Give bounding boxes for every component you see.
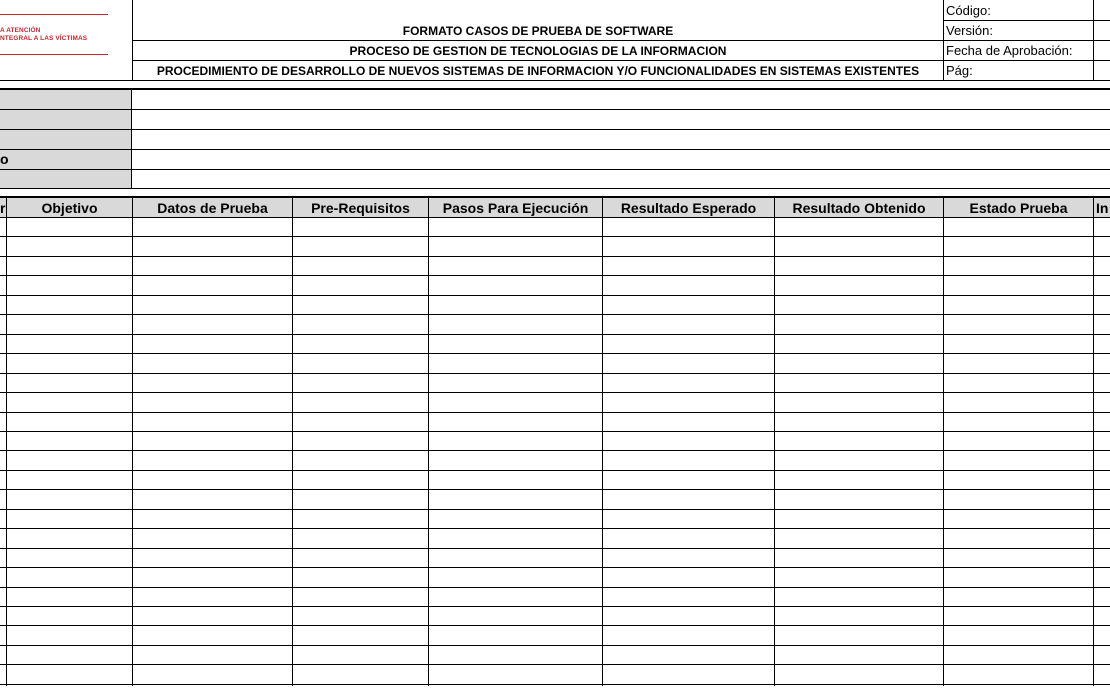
info-rule <box>0 169 1110 170</box>
table-row <box>0 392 1110 393</box>
form-title: FORMATO CASOS DE PRUEBA DE SOFTWARE <box>402 24 674 38</box>
column-header-resultado-obtenido: Resultado Obtenido <box>792 200 926 216</box>
info-label-column <box>0 90 131 188</box>
table-row <box>0 450 1110 451</box>
column-header-pasos-ejecucion: Pasos Para Ejecución <box>442 200 589 216</box>
pag-label: Pág: <box>946 63 973 78</box>
table-row <box>0 256 1110 257</box>
table-row <box>0 567 1110 568</box>
column-divider <box>774 198 775 686</box>
logo-text-line1: A ATENCIÓN <box>0 27 41 34</box>
table-row <box>0 431 1110 432</box>
codigo-label: Código: <box>946 3 991 18</box>
column-header: r <box>0 200 6 216</box>
table-row <box>0 353 1110 354</box>
info-rule <box>0 109 1110 110</box>
table-row <box>0 236 1110 237</box>
column-divider <box>6 198 7 686</box>
procedure-title: PROCEDIMIENTO DE DESARROLLO DE NUEVOS SISTEMAS DE INFORMACION Y/O FUNCIONALIDADES EN SISTEMAS EXISTENTES <box>156 64 920 78</box>
table-row <box>0 489 1110 490</box>
column-header-datos-prueba: Datos de Prueba <box>157 200 268 216</box>
column-divider <box>292 198 293 686</box>
table-row <box>0 664 1110 665</box>
column-divider <box>602 198 603 686</box>
table-row <box>0 509 1110 510</box>
table-row <box>0 334 1110 335</box>
table-row <box>0 275 1110 276</box>
table-row <box>0 470 1110 471</box>
table-row <box>0 625 1110 626</box>
table-row <box>0 548 1110 549</box>
process-title: PROCESO DE GESTION DE TECNOLOGIAS DE LA INFORMACION <box>349 44 727 58</box>
column-header-objetivo: Objetivo <box>41 200 98 216</box>
logo-text-line2: NTEGRAL A LAS VÍCTIMAS <box>0 35 88 42</box>
table-row <box>0 587 1110 588</box>
column-divider <box>943 198 944 686</box>
info-divider <box>131 88 132 189</box>
version-label: Versión: <box>946 23 993 38</box>
column-header-estado-prueba: Estado Prueba <box>969 200 1068 216</box>
logo-bottom-rule <box>0 54 108 55</box>
info-label-4: o <box>0 151 9 167</box>
table-row <box>0 528 1110 529</box>
column-header: In <box>1096 200 1109 216</box>
column-divider <box>428 198 429 686</box>
logo-top-rule <box>0 14 108 15</box>
info-rule <box>0 129 1110 130</box>
table-row <box>0 314 1110 315</box>
table-row <box>0 684 1110 685</box>
table-row <box>0 606 1110 607</box>
column-divider <box>1093 198 1094 686</box>
table-row <box>0 295 1110 296</box>
table-row <box>0 645 1110 646</box>
fecha-aprobacion-label: Fecha de Aprobación: <box>946 43 1073 58</box>
table-row <box>0 412 1110 413</box>
column-header-resultado-esperado: Resultado Esperado <box>620 200 757 216</box>
info-rule <box>0 149 1110 150</box>
column-header-pre-requisitos: Pre-Requisitos <box>311 200 410 216</box>
column-divider <box>132 198 133 686</box>
info-bottom-rule <box>0 188 1110 189</box>
table-row <box>0 373 1110 374</box>
info-top-rule <box>0 88 1110 90</box>
